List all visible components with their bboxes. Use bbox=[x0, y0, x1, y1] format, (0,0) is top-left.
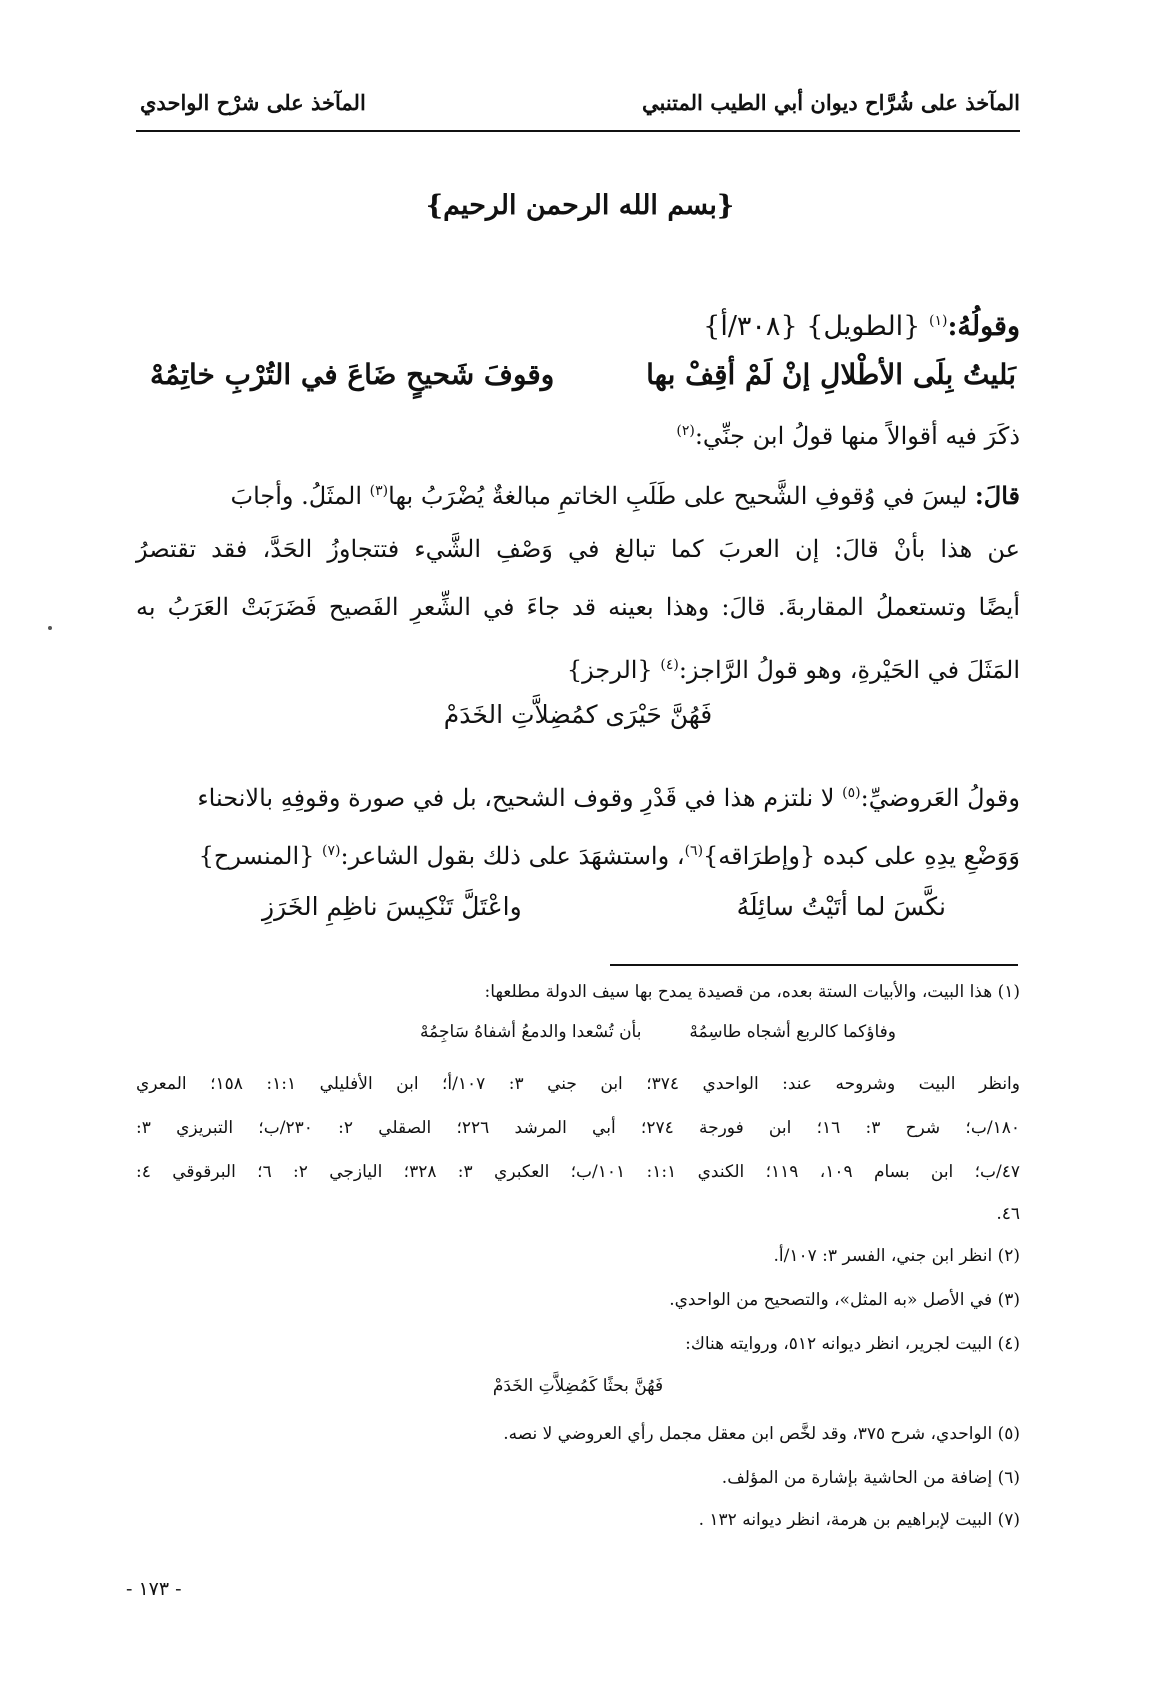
meter-label: {المنسرح} bbox=[198, 842, 315, 870]
verse1-second-hemistich: وقوفَ شَحيحٍ ضَاعَ في التُرْبِ خاتِمُهْ bbox=[150, 358, 555, 391]
verse2-rajaz: فَهُنَّ حَيْرَى كمُضِلاَّتِ الخَدَمْ bbox=[443, 700, 713, 729]
body-line-2 bbox=[136, 462, 1020, 525]
body-line-1 bbox=[136, 402, 1020, 465]
footnote-ref-4: (٤) bbox=[660, 657, 679, 673]
running-head-book-title: المآخذ على شُرَّاح ديوان أبي الطيب المتنبي bbox=[642, 90, 1020, 115]
body-text: لا نلتزم هذا في قَدْرِ وقوف الشحيح، بل في صورة وقوفِهِ بالانحناء bbox=[197, 784, 835, 812]
basmala-heading: {بسم الله الرحمن الرحيم} bbox=[425, 190, 735, 221]
intro-word: وقولُهُ: bbox=[947, 311, 1020, 342]
footnote-1-line-2: وانظر البيت وشروحه عند: الواحدي ٣٧٤؛ ابن جني ٣: ١٠٧/أ؛ ابن الأفليلي ١:١: ١٥٨؛ المعري bbox=[136, 1074, 1020, 1094]
footnote-ref-3: (٣) bbox=[369, 483, 389, 499]
header-rule bbox=[136, 130, 1020, 132]
footnote-separator bbox=[610, 964, 1018, 966]
verse3-first-hemistich: نكَّسَ لما أتَيْتُ سائِلَهُ bbox=[736, 892, 946, 921]
footnote-ref-7: (٧) bbox=[322, 843, 341, 859]
body-text: وَوَضْعِ يدِهِ على كبده {وإطرَاقه} bbox=[703, 842, 1020, 870]
footnote-1-verse-first: وفاؤكما كالربع أشجاه طاسِمُهْ bbox=[689, 1022, 896, 1042]
meter-label: {الرجز} bbox=[566, 656, 653, 684]
footnote-1-line-3: ١٨٠/ب؛ شرح ٣: ١٦؛ ابن فورجة ٢٧٤؛ أبي المرشد ٢٢٦؛ الصقلي ٢: ٢٣٠/ب؛ التبريزي ٣: bbox=[136, 1118, 1020, 1138]
verse-intro-line bbox=[136, 292, 1020, 356]
footnote-1-line-4: ٤٧/ب؛ ابن بسام ١٠٩، ١١٩؛ الكندي ١:١: ١٠١/ب؛ العكبري ٣: ٣٢٨؛ اليازجي ٢: ٦؛ البرقوقي ٤: bbox=[136, 1162, 1021, 1182]
body-line-5 bbox=[136, 636, 1020, 699]
body-line-7 bbox=[136, 822, 1020, 885]
body-text: ذكَرَ فيه أقوالاً منها قولُ ابن جنِّي: bbox=[694, 422, 1020, 450]
footnote-4: (٤) البيت لجرير، انظر ديوانه ٥١٢، وروايته هناك: bbox=[685, 1334, 1020, 1354]
running-head-section-title: المآخذ على شرْح الواحدي bbox=[140, 90, 366, 115]
body-text: ليسَ في وُقوفِ الشَّحيح على طَلَبِ الخاتمِ مبالغةٌ يُضْرَبُ بها bbox=[388, 482, 968, 510]
body-text: المَثَلَ في الحَيْرةِ، وهو قولُ الرَّاجز: bbox=[678, 656, 1020, 684]
body-line-4: أيضًا وتستعملُ المقاربةَ. قالَ: وهذا بعينه قد جاءَ في الشِّعرِ الفَصيح فَضَرَبَتْ العَرَبُ به bbox=[136, 593, 1020, 621]
manuscript-ref: {٣٠٨/أ} bbox=[703, 311, 798, 342]
page-number: - ١٧٣ - bbox=[126, 1578, 182, 1600]
footnote-1-verse-second: بأن تُسْعدا والدمعُ أشفاهُ سَاجِمُهْ bbox=[420, 1022, 642, 1042]
verse1-first-hemistich: بَليتُ بِلَى الأطْلالِ إنْ لَمْ أقِفْ بها bbox=[646, 358, 1016, 391]
footnote-3: (٣) في الأصل «به المثل»، والتصحيح من الواحدي. bbox=[669, 1290, 1020, 1310]
footnote-6: (٦) إضافة من الحاشية بإشارة من المؤلف. bbox=[721, 1468, 1020, 1488]
footnote-1-line-5: ٤٦. bbox=[996, 1204, 1020, 1224]
footnote-ref-1: (١) bbox=[928, 313, 948, 329]
body-text: ، واستشهَدَ على ذلك بقول الشاعر: bbox=[340, 842, 685, 870]
footnote-5: (٥) الواحدي، شرح ٣٧٥، وقد لخَّص ابن معقل مجمل رأي العروضي لا نصه. bbox=[503, 1424, 1020, 1444]
footnote-ref-6: (٦) bbox=[684, 843, 704, 859]
meter-label: {الطويل} bbox=[806, 311, 921, 342]
qala-keyword: قالَ: bbox=[974, 481, 1020, 510]
footnote-7: (٧) البيت لإبراهيم بن هرمة، انظر ديوانه ١٣٢ . bbox=[698, 1510, 1020, 1530]
footnote-2: (٢) انظر ابن جني، الفسر ٣: ١٠٧/أ. bbox=[773, 1246, 1020, 1266]
verse3-second-hemistich: واعْتَلَّ تَنْكِيسَ ناظِمِ الخَرَزِ bbox=[262, 892, 522, 921]
body-text: المثَلُ. وأجابَ bbox=[230, 482, 363, 510]
body-line-6 bbox=[136, 764, 1020, 827]
footnote-4-verse: فَهُنَّ بحثًا كَمُضِلاَّتِ الخَدَمْ bbox=[492, 1376, 664, 1396]
footnote-1: (١) هذا البيت، والأبيات الستة بعده، من قصيدة يمدح بها سيف الدولة مطلعها: bbox=[484, 982, 1020, 1002]
running-head bbox=[140, 86, 1020, 122]
scan-speck bbox=[48, 626, 52, 630]
body-line-3: عن هذا بأنْ قالَ: إن العربَ كما تبالغ في وَصْفِ الشَّيء فتتجاوزُ الحَدَّ، فقد تقتصرُ bbox=[136, 535, 1020, 563]
footnote-ref-2: (٢) bbox=[676, 423, 695, 439]
footnote-ref-5: (٥) bbox=[842, 785, 861, 801]
body-text: وقولُ العَروضيِّ: bbox=[860, 784, 1020, 812]
